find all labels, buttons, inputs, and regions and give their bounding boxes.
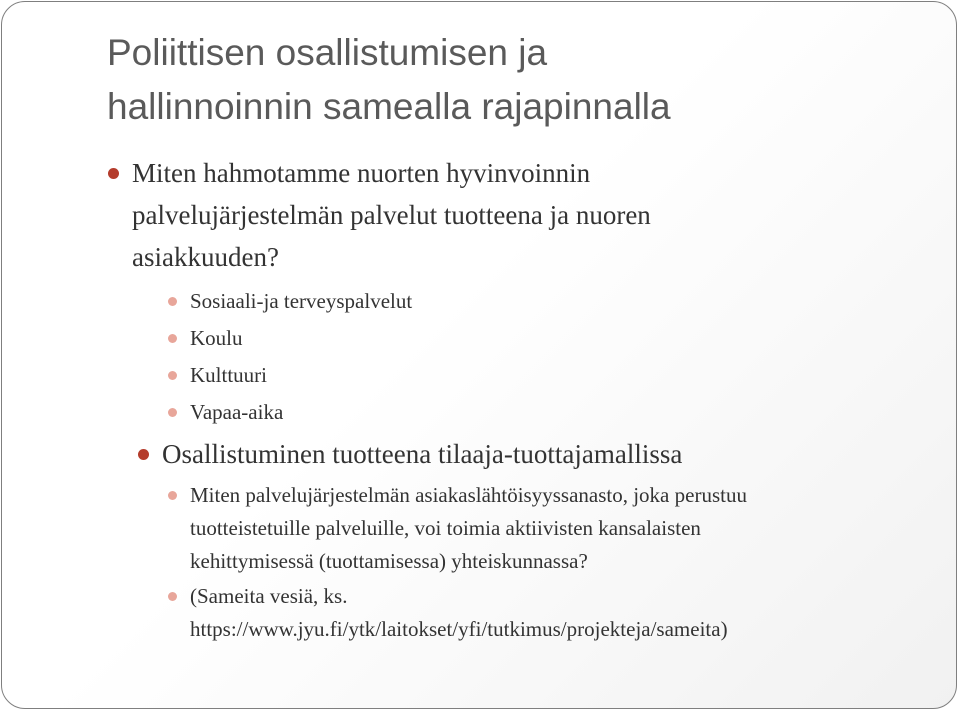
sub-bullet-dot-icon — [168, 371, 177, 380]
sub-bullet-dot-icon — [168, 334, 177, 343]
sub-bullet-dot-icon — [168, 491, 177, 500]
sub-bullet-text: Vapaa-aika — [190, 400, 284, 424]
sub-bullet-text: Sosiaali-ja terveyspalvelut — [190, 289, 413, 313]
sub-bullet-text: Miten palvelujärjestelmän asiakaslähtöisyyssanasto, joka perustuu tuotteistetuille palveluille, voi toimia aktiivisten kansalaisten kehittymisessä (tuottamisessa) yhteiskunnassa? — [190, 483, 747, 573]
sub-bullet-item — [190, 285, 412, 318]
bullet-text: Osallistuminen tuotteena tilaaja-tuottajamallissa — [162, 439, 683, 469]
sub-bullet-item — [190, 322, 243, 355]
bullet-dot-icon — [138, 449, 149, 460]
sub-bullet-item — [190, 580, 728, 646]
bullet-item — [162, 433, 682, 475]
bullet-item — [132, 152, 651, 278]
sub-bullet-item — [190, 396, 283, 429]
bullet-text: Miten hahmotamme nuorten hyvinvoinnin palvelujärjestelmän palvelut tuotteena ja nuoren asiakkuuden? — [132, 158, 651, 272]
sub-bullet-dot-icon — [168, 592, 177, 601]
slide-title: Poliittisen osallistumisen ja hallinnoinnin samealla rajapinnalla — [107, 32, 671, 127]
sub-bullet-item — [190, 359, 267, 392]
bullet-list — [2, 2, 956, 708]
sub-bullet-item — [190, 479, 747, 578]
sub-bullet-dot-icon — [168, 408, 177, 417]
sub-bullet-dot-icon — [168, 297, 177, 306]
sub-bullet-text: Koulu — [190, 326, 243, 350]
slide — [1, 1, 957, 709]
sub-bullet-text: (Sameita vesiä, ks. https://www.jyu.fi/ytk/laitokset/yfi/tutkimus/projekteja/sameita) — [190, 584, 728, 641]
bullet-dot-icon — [108, 168, 119, 179]
sub-bullet-text: Kulttuuri — [190, 363, 267, 387]
